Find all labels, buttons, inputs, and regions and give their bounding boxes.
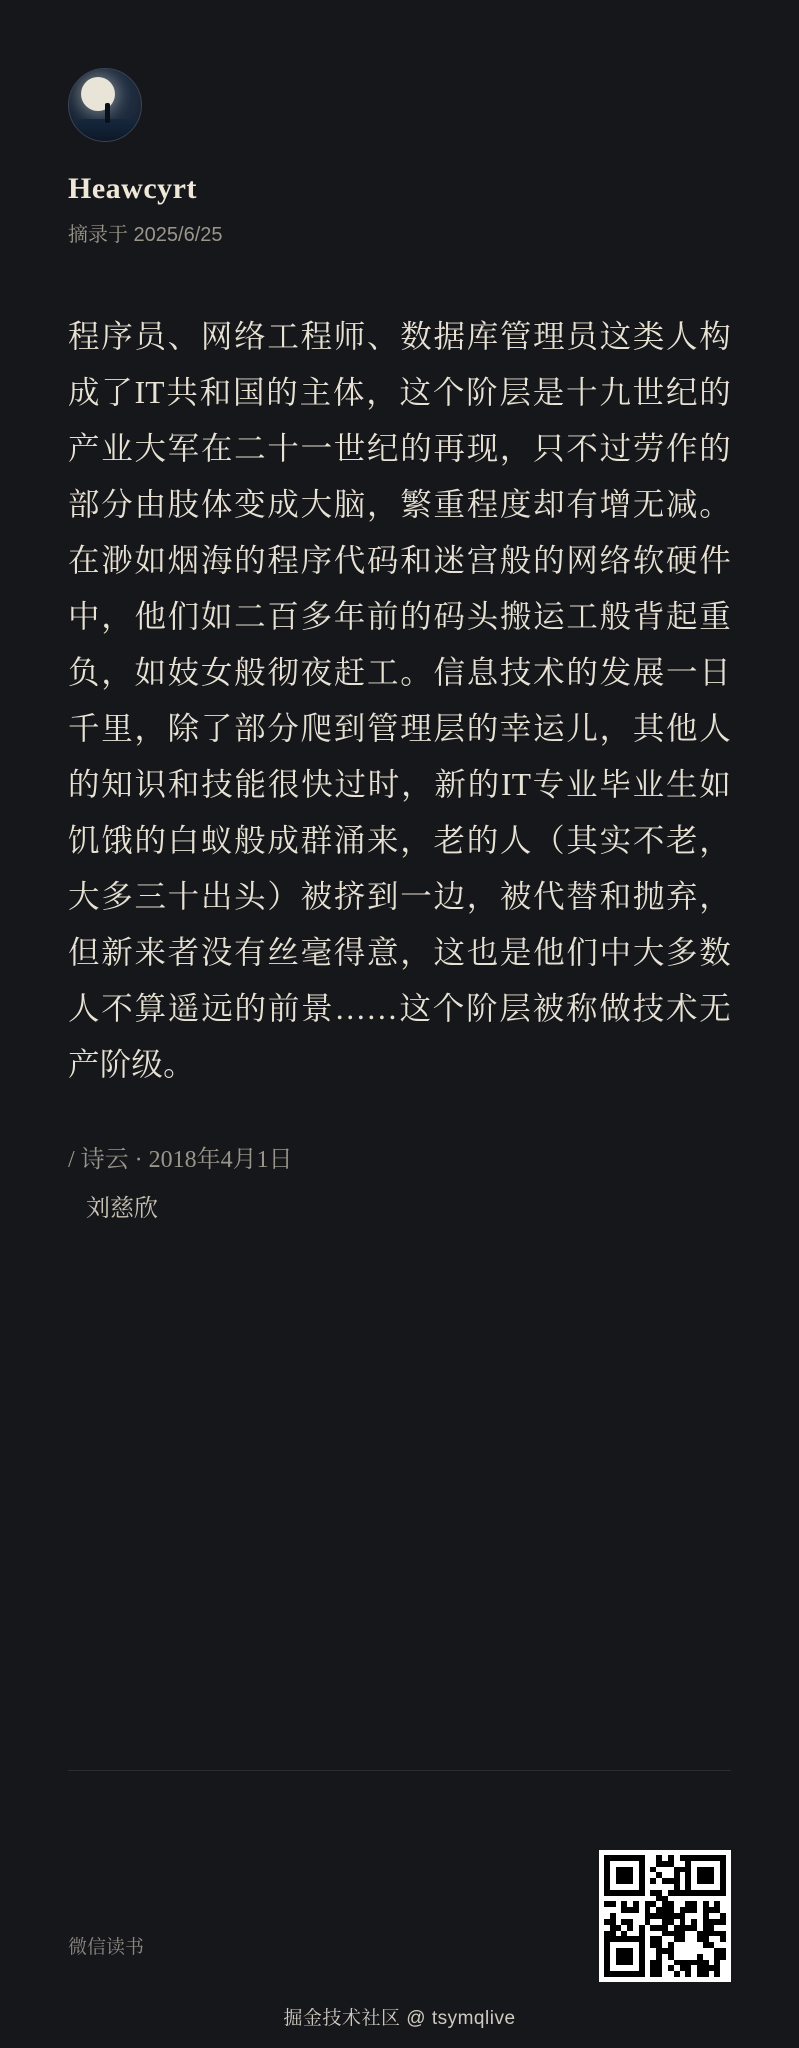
avatar: [68, 68, 142, 142]
card-header: [68, 0, 731, 247]
qr-code-icon[interactable]: [599, 1850, 731, 1982]
app-label: 微信读书: [68, 1937, 145, 1958]
quote-text: 程序员、网络工程师、数据库管理员这类人构成了IT共和国的主体，这个阶层是十九世纪的产业大军在二十一世纪的再现，只不过劳作的部分由肢体变成大脑，繁重程度却有增无减。在渺如烟海的程序代码和迷宫般的网络软硬件中，他们如二百多年前的码头搬运工般背起重负，如妓女般彻夜赶工。信息技术的发展一日千里，除了部分爬到管理层的幸运儿，其他人的知识和技能很快过时，新的IT专业毕业生如饥饿的白蚁般成群涌来，老的人（其实不老，大多三十出头）被挤到一边，被代替和抛弃，但新来者没有丝毫得意，这也是他们中大多数人不算遥远的前景……这个阶层被称做技术无产阶级。: [68, 319, 731, 1082]
card-footer: [68, 1850, 731, 2000]
watermark: 掘金技术社区 @ tsymqlive: [283, 2008, 516, 2029]
username: Heawcyrt: [68, 172, 197, 205]
excerpt-date: 摘录于 2025/6/25: [68, 224, 223, 246]
quote-author: 刘慈欣: [86, 1196, 158, 1222]
divider: [68, 1770, 731, 1771]
quote-source: / 诗云 · 2018年4月1日: [68, 1147, 293, 1173]
qr-code-grid: [604, 1855, 726, 1977]
person-silhouette-icon: [105, 103, 110, 123]
